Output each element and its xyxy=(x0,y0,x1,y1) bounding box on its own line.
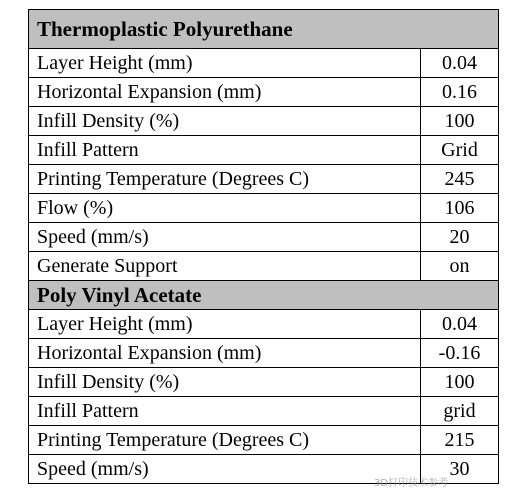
setting-label: Infill Pattern xyxy=(29,397,421,426)
setting-label: Horizontal Expansion (mm) xyxy=(29,78,421,107)
setting-label: Speed (mm/s) xyxy=(29,223,421,252)
table-row xyxy=(29,252,499,281)
table-row xyxy=(29,339,499,368)
setting-label: Layer Height (mm) xyxy=(29,310,421,339)
setting-value: 245 xyxy=(421,165,499,194)
setting-value: Grid xyxy=(421,136,499,165)
setting-label: Printing Temperature (Degrees C) xyxy=(29,426,421,455)
section-title: Poly Vinyl Acetate xyxy=(29,281,499,310)
setting-value: 106 xyxy=(421,194,499,223)
table-row xyxy=(29,49,499,78)
setting-label: Flow (%) xyxy=(29,194,421,223)
setting-value: 215 xyxy=(421,426,499,455)
setting-label: Infill Density (%) xyxy=(29,107,421,136)
setting-value: 0.04 xyxy=(421,49,499,78)
print-settings-table xyxy=(28,9,499,484)
setting-value: 0.04 xyxy=(421,310,499,339)
table-row xyxy=(29,165,499,194)
setting-label: Horizontal Expansion (mm) xyxy=(29,339,421,368)
section-header-tpu xyxy=(29,10,499,49)
table-row xyxy=(29,78,499,107)
table-row xyxy=(29,310,499,339)
table-row xyxy=(29,136,499,165)
section-header-pva xyxy=(29,281,499,310)
setting-value: on xyxy=(421,252,499,281)
setting-label: Infill Pattern xyxy=(29,136,421,165)
setting-value: 100 xyxy=(421,107,499,136)
table-row xyxy=(29,368,499,397)
setting-value: 0.16 xyxy=(421,78,499,107)
setting-label: Speed (mm/s) xyxy=(29,455,421,484)
watermark-text: 3D打印技术参考 xyxy=(374,478,449,489)
setting-value: -0.16 xyxy=(421,339,499,368)
setting-value: grid xyxy=(421,397,499,426)
table-row xyxy=(29,107,499,136)
setting-value: 30 xyxy=(421,455,499,484)
table-row xyxy=(29,223,499,252)
setting-label: Layer Height (mm) xyxy=(29,49,421,78)
settings-table-container xyxy=(28,9,498,484)
section-title: Thermoplastic Polyurethane xyxy=(29,10,499,49)
table-row xyxy=(29,426,499,455)
table-row xyxy=(29,397,499,426)
setting-label: Generate Support xyxy=(29,252,421,281)
setting-value: 20 xyxy=(421,223,499,252)
table-row xyxy=(29,194,499,223)
setting-label: Printing Temperature (Degrees C) xyxy=(29,165,421,194)
setting-label: Infill Density (%) xyxy=(29,368,421,397)
setting-value: 100 xyxy=(421,368,499,397)
